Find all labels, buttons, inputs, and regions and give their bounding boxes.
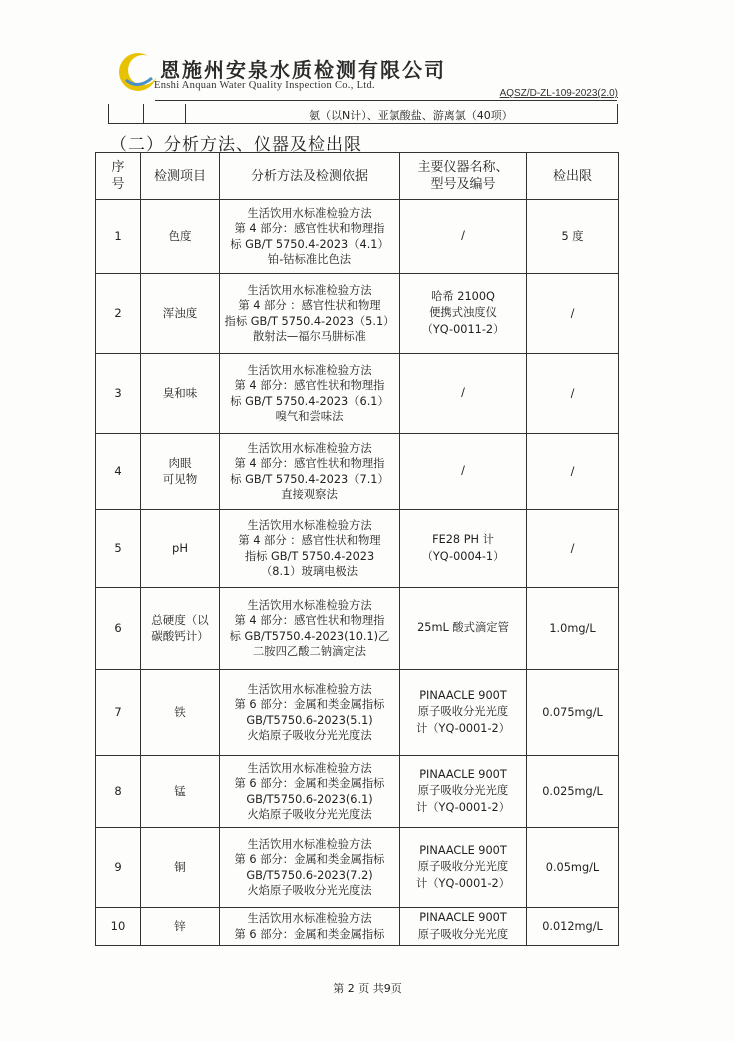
table-row xyxy=(96,200,619,274)
row-no: 8 xyxy=(96,756,141,828)
row-no: 4 xyxy=(96,434,141,510)
row-instrument: PINAACLE 900T 原子吸收分光光度 计（YQ-0001-2） xyxy=(400,756,527,828)
table-row xyxy=(96,828,619,908)
row-method: 生活饮用水标准检验方法 第 6 部分：金属和类金属指标 xyxy=(220,908,400,946)
row-item: 锰 xyxy=(141,756,220,828)
row-instrument: PINAACLE 900T 原子吸收分光光度 计（YQ-0001-2） xyxy=(400,828,527,908)
row-instrument: PINAACLE 900T 原子吸收分光光度 计（YQ-0001-2） xyxy=(400,670,527,756)
row-no: 9 xyxy=(96,828,141,908)
table-row xyxy=(96,908,619,946)
row-method: 生活饮用水标准检验方法 第 6 部分：金属和类金属指标 GB/T5750.6-2023(6.1) 火焰原子吸收分光光度法 xyxy=(220,756,400,828)
row-method: 生活饮用水标准检验方法 第 4 部分：感官性状和物理指 标 GB/T 5750.4-2023（6.1） 嗅气和尝味法 xyxy=(220,354,400,434)
row-method: 生活饮用水标准检验方法 第 4 部分 ：感官性状和物理 指标 GB/T 5750.4-2023（5.1） 散射法—福尔马肼标准 xyxy=(220,274,400,354)
row-instrument: PINAACLE 900T 原子吸收分光光度 xyxy=(400,908,527,946)
row-instrument: / xyxy=(400,354,527,434)
row-method: 生活饮用水标准检验方法 第 4 部分 ：感官性状和物理 指标 GB/T 5750.4-2023 （8.1）玻璃电极法 xyxy=(220,510,400,588)
previous-table-row xyxy=(108,104,618,124)
header-instrument: 主要仪器名称、 型号及编号 xyxy=(400,153,527,200)
row-item: 浑浊度 xyxy=(141,274,220,354)
header-divider xyxy=(155,100,617,101)
row-no: 2 xyxy=(96,274,141,354)
row-limit: 0.05mg/L xyxy=(527,828,619,908)
row-instrument: / xyxy=(400,200,527,274)
table-row xyxy=(96,510,619,588)
row-item: pH xyxy=(141,510,220,588)
row-no: 5 xyxy=(96,510,141,588)
table-row xyxy=(96,756,619,828)
row-limit: / xyxy=(527,434,619,510)
table-row xyxy=(96,588,619,670)
header-item: 检测项目 xyxy=(141,153,220,200)
methods-table xyxy=(95,152,619,946)
row-limit: / xyxy=(527,354,619,434)
table-row xyxy=(96,274,619,354)
table-row xyxy=(96,434,619,510)
row-item: 总硬度（以 碳酸钙计） xyxy=(141,588,220,670)
table-row xyxy=(96,670,619,756)
page-footer: 第 2 页 共9页 xyxy=(333,982,402,995)
row-item: 臭和味 xyxy=(141,354,220,434)
row-no: 7 xyxy=(96,670,141,756)
row-item: 肉眼 可见物 xyxy=(141,434,220,510)
row-item: 锌 xyxy=(141,908,220,946)
prev-row-cell xyxy=(109,104,186,123)
row-limit: / xyxy=(527,510,619,588)
row-limit: 5 度 xyxy=(527,200,619,274)
row-no: 6 xyxy=(96,588,141,670)
row-no: 1 xyxy=(96,200,141,274)
table-row xyxy=(96,354,619,434)
row-limit: 0.012mg/L xyxy=(527,908,619,946)
row-method: 生活饮用水标准检验方法 第 4 部分：感官性状和物理指 标 GB/T5750.4-2023(10.1)乙 二胺四乙酸二钠滴定法 xyxy=(220,588,400,670)
row-item: 铁 xyxy=(141,670,220,756)
row-instrument: 哈希 2100Q 便携式浊度仪 （YQ-0011-2） xyxy=(400,274,527,354)
header-no: 序 号 xyxy=(96,153,141,200)
header-limit: 检出限 xyxy=(527,153,619,200)
document-code: AQSZ/D-ZL-109-2023(2.0) xyxy=(499,88,618,99)
company-name-en: Enshi Anquan Water Quality Inspection Co., Ltd. xyxy=(154,80,375,91)
header-method: 分析方法及检测依据 xyxy=(220,153,400,200)
row-item: 铜 xyxy=(141,828,220,908)
row-no: 10 xyxy=(96,908,141,946)
row-no: 3 xyxy=(96,354,141,434)
row-limit: 0.025mg/L xyxy=(527,756,619,828)
row-limit: / xyxy=(527,274,619,354)
row-method: 生活饮用水标准检验方法 第 4 部分：感官性状和物理指 标 GB/T 5750.4-2023（4.1） 铂-钴标准比色法 xyxy=(220,200,400,274)
row-instrument: 25mL 酸式滴定管 xyxy=(400,588,527,670)
section-title: （二）分析方法、仪器及检出限 xyxy=(110,135,362,155)
company-name-cn: 恩施州安泉水质检测有限公司 xyxy=(160,58,446,82)
row-method: 生活饮用水标准检验方法 第 6 部分：金属和类金属指标 GB/T5750.6-2023(5.1) 火焰原子吸收分光光度法 xyxy=(220,670,400,756)
prev-row-text: 氨（以N计）、亚氯酸盐、游离氯（40项） xyxy=(309,109,513,122)
row-method: 生活饮用水标准检验方法 第 6 部分：金属和类金属指标 GB/T5750.6-2023(7.2) 火焰原子吸收分光光度法 xyxy=(220,828,400,908)
row-method: 生活饮用水标准检验方法 第 4 部分：感官性状和物理指 标 GB/T 5750.4-2023（7.1） 直接观察法 xyxy=(220,434,400,510)
row-limit: 1.0mg/L xyxy=(527,588,619,670)
row-item: 色度 xyxy=(141,200,220,274)
table-header-row xyxy=(96,153,619,200)
row-instrument: / xyxy=(400,434,527,510)
row-instrument: FE28 PH 计 （YQ-0004-1） xyxy=(400,510,527,588)
page-header xyxy=(108,48,618,100)
row-limit: 0.075mg/L xyxy=(527,670,619,756)
